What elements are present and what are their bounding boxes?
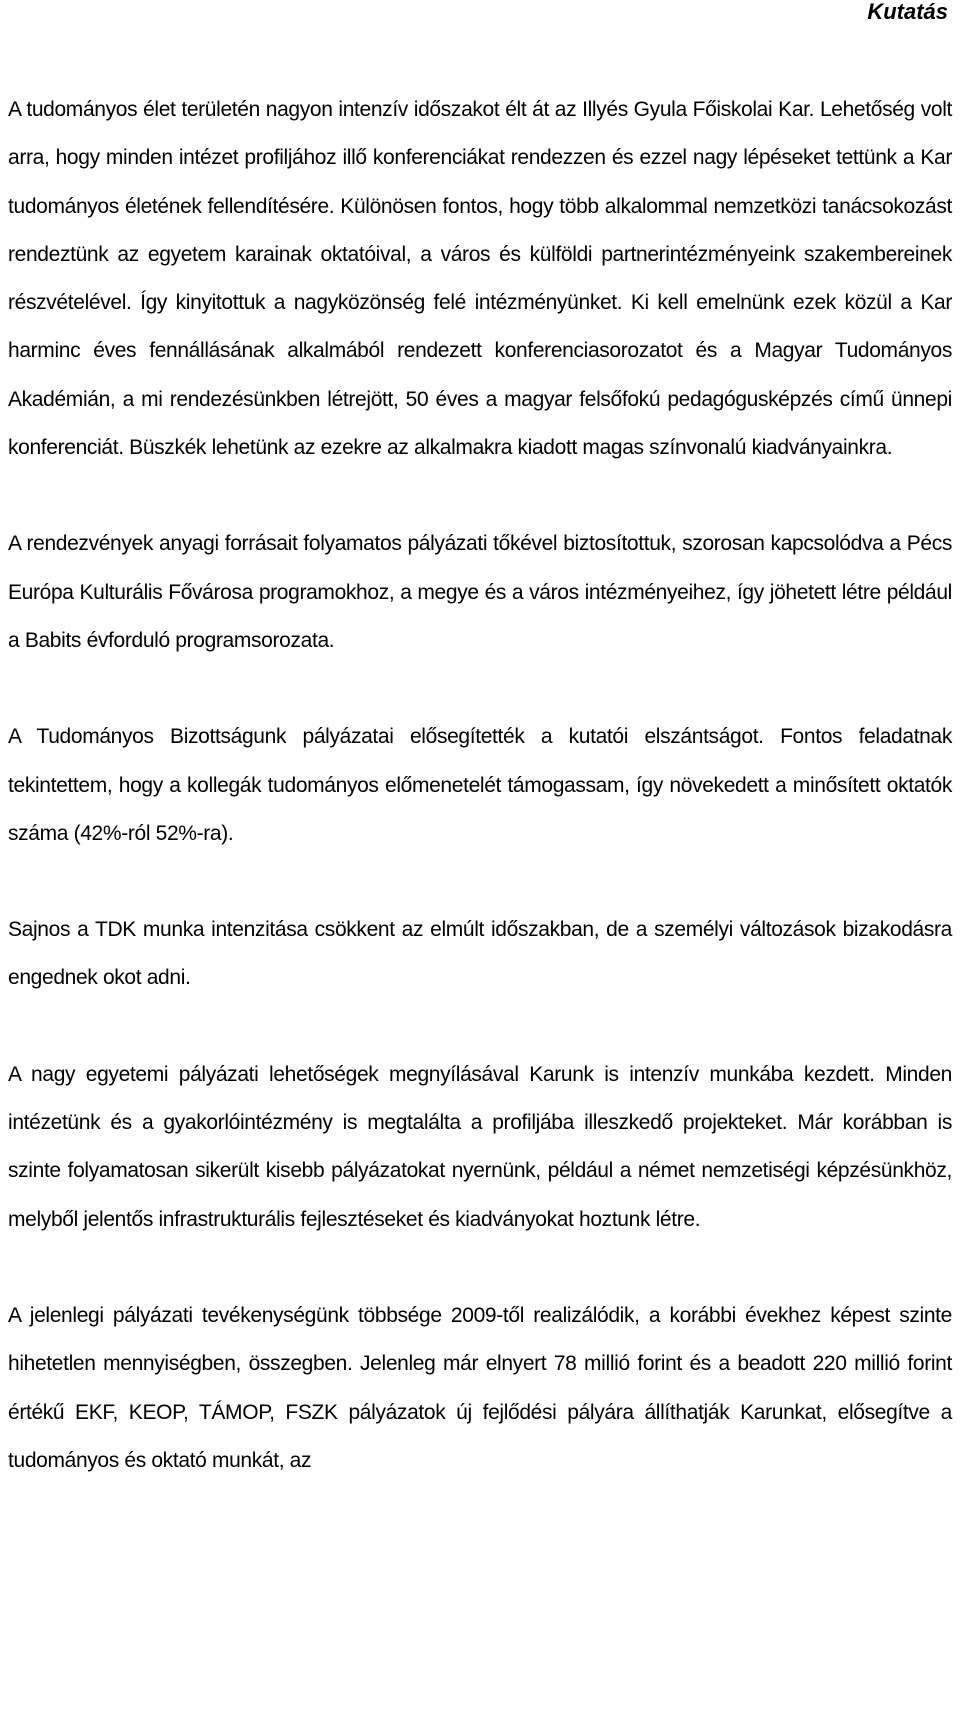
paragraph-spacer xyxy=(8,1003,952,1051)
paragraph-spacer xyxy=(8,1244,952,1292)
paragraph-spacer xyxy=(8,472,952,520)
paragraph-spacer xyxy=(8,665,952,713)
paragraph-research-activity: A tudományos élet területén nagyon intenzív időszakot élt át az Illyés Gyula Főiskolai Kar. Lehetőség volt arra, hogy minden intézet profiljához illő konferenciákat rendezzen és ezzel nagy lépéseket tettünk a Kar tudományos életének fellendítésére. Különösen fontos, hogy több alkalommal nemzetközi tanácsokozást rendeztünk az egyetem karainak oktatóival, a város és külföldi partnerintézményeink szakembereinek részvételével. Így kinyitottuk a nagyközönség felé intézményünket. Ki kell emelnünk ezek közül a Kar harminc éves fennállásának alkalmából rendezett konferenciasorozatot és a Magyar Tudományos Akadémián, a mi rendezésünkben létrejött, 50 éves a magyar felsőfokú pedagógusképzés című ünnepi konferenciát. Büszkék lehetünk az ezekre az alkalmakra kiadott magas színvonalú kiadványainkra. xyxy=(8,98,952,460)
paragraph-university-tenders: A nagy egyetemi pályázati lehetőségek megnyílásával Karunk is intenzív munkába kezdett. Minden intézetünk és a gyakorlóintézmény is megtalálta a profiljába illeszkedő projekteket. Már korábban is szinte folyamatosan sikerült kisebb pályázatokat nyernünk, például a német nemzetiségi képzésünkhöz, melyből jelentős infrastrukturális fejlesztéseket és kiadványokat hoztunk létre. xyxy=(8,1062,952,1231)
section-heading: Kutatás xyxy=(867,0,948,24)
paragraph-spacer xyxy=(8,858,952,906)
paragraph-event-funding: A rendezvények anyagi forrásait folyamatos pályázati tőkével biztosítottuk, szorosan kapcsolódva a Pécs Európa Kulturális Fővárosa programokhoz, a megye és a város intézményeihez, így jöhetett létre például a Babits évforduló programsorozata. xyxy=(8,532,952,652)
document-body xyxy=(8,86,952,1485)
paragraph-tdk-work: Sajnos a TDK munka intenzitása csökkent az elmúlt időszakban, de a személyi változások bizakodásra engednek okot adni. xyxy=(8,918,952,990)
paragraph-current-tenders: A jelenlegi pályázati tevékenységünk többsége 2009-től realizálódik, a korábbi évekhez képest szinte hihetetlen mennyiségben, összegben. Jelenleg már elnyert 78 millió forint és a beadott 220 millió forint értékű EKF, KEOP, TÁMOP, FSZK pályázatok új fejlődési pályára állíthatják Karunkat, elősegítve a tudományos és oktató munkát, az xyxy=(8,1303,952,1472)
paragraph-scientific-committee: A Tudományos Bizottságunk pályázatai elősegítették a kutatói elszántságot. Fontos feladatnak tekintettem, hogy a kollegák tudományos előmenetelét támogassam, így növekedett a minősített oktatók száma (42%-ról 52%-ra). xyxy=(8,725,952,845)
